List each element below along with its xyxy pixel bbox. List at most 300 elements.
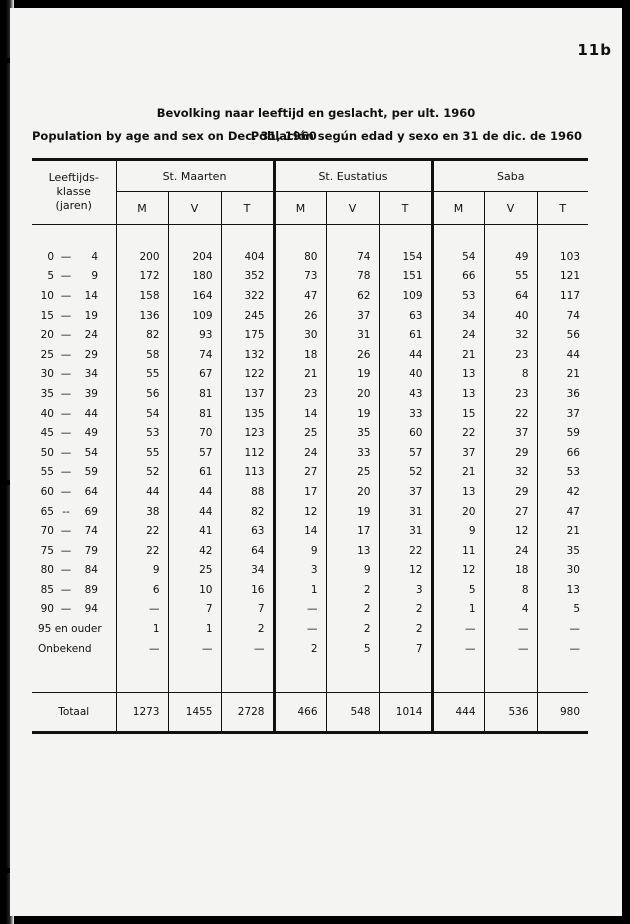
value-cell: 3 <box>274 561 326 581</box>
value-cell: 44 <box>168 502 221 522</box>
value-cell: 26 <box>274 306 326 326</box>
value-cell: 40 <box>484 306 537 326</box>
value-cell: 1 <box>274 580 326 600</box>
value-cell: 24 <box>274 443 326 463</box>
value-cell: 13 <box>432 482 484 502</box>
value-cell: 49 <box>484 247 537 267</box>
total-value-cell: 536 <box>484 693 537 733</box>
table-row <box>32 541 588 561</box>
value-cell: 70 <box>168 423 221 443</box>
age-to: 9 <box>91 270 98 283</box>
value-cell: 27 <box>484 502 537 522</box>
age-to: 74 <box>84 525 98 538</box>
value-cell: 12 <box>274 502 326 522</box>
value-cell: 121 <box>537 267 588 287</box>
age-class-cell <box>32 267 116 287</box>
value-cell: — <box>432 619 484 639</box>
value-cell: 67 <box>168 365 221 385</box>
table-body <box>32 247 588 736</box>
table-row <box>32 306 588 326</box>
age-dash: — <box>60 387 72 400</box>
value-cell: 17 <box>326 521 379 541</box>
table-row <box>32 463 588 483</box>
value-cell: 66 <box>432 267 484 287</box>
age-to: 79 <box>84 544 98 557</box>
value-cell: 7 <box>379 639 432 659</box>
value-cell: 42 <box>537 482 588 502</box>
age-from: 40 <box>40 407 54 420</box>
value-cell: 57 <box>379 443 432 463</box>
value-cell: 204 <box>168 247 221 267</box>
age-from: 0 <box>47 250 54 263</box>
value-cell: 13 <box>432 365 484 385</box>
table-row <box>32 365 588 385</box>
value-cell: 1 <box>116 619 168 639</box>
value-cell: 352 <box>221 267 274 287</box>
page-number: 11b <box>577 41 612 59</box>
value-cell: 29 <box>484 482 537 502</box>
age-class-cell <box>32 619 116 639</box>
title-english: Population by age and sex on Dec. 31, 1960 <box>32 129 317 143</box>
age-dash: — <box>60 466 72 479</box>
table-row <box>32 580 588 600</box>
value-cell: 17 <box>274 482 326 502</box>
age-to: 24 <box>84 329 98 342</box>
age-to: 54 <box>84 446 98 459</box>
value-cell: 132 <box>221 345 274 365</box>
age-to: 59 <box>84 466 98 479</box>
value-cell: 31 <box>379 502 432 522</box>
value-cell: 9 <box>116 561 168 581</box>
age-dash: — <box>60 544 72 557</box>
value-cell: 19 <box>326 404 379 424</box>
group-header-st-eustatius: St. Eustatius <box>274 160 432 192</box>
age-dash: — <box>60 525 72 538</box>
age-class-cell <box>32 443 116 463</box>
value-cell: 200 <box>116 247 168 267</box>
value-cell: 74 <box>326 247 379 267</box>
value-cell: 23 <box>274 384 326 404</box>
age-class-cell <box>32 325 116 345</box>
age-to: 44 <box>84 407 98 420</box>
value-cell: 26 <box>326 345 379 365</box>
value-cell: — <box>432 639 484 659</box>
value-cell: — <box>116 639 168 659</box>
value-cell: 103 <box>537 247 588 267</box>
value-cell: 2 <box>326 580 379 600</box>
value-cell: 43 <box>379 384 432 404</box>
value-cell: 82 <box>221 502 274 522</box>
sex-header-row <box>32 192 588 225</box>
value-cell: 123 <box>221 423 274 443</box>
age-from: 75 <box>40 544 54 557</box>
value-cell: 31 <box>379 521 432 541</box>
value-cell: 180 <box>168 267 221 287</box>
value-cell: 109 <box>168 306 221 326</box>
value-cell: 37 <box>326 306 379 326</box>
value-cell: 4 <box>484 600 537 620</box>
table-row <box>32 443 588 463</box>
value-cell: 245 <box>221 306 274 326</box>
document-page <box>10 8 622 916</box>
value-cell: 57 <box>168 443 221 463</box>
value-cell: 44 <box>168 482 221 502</box>
value-cell: 54 <box>432 247 484 267</box>
age-to: 64 <box>84 485 98 498</box>
age-from: 20 <box>40 329 54 342</box>
age-dash: — <box>60 270 72 283</box>
table-row <box>32 502 588 522</box>
age-class-cell <box>32 423 116 443</box>
age-class-label: Onbekend <box>38 642 92 655</box>
total-label: Totaal <box>32 693 116 733</box>
age-to: 84 <box>84 564 98 577</box>
age-from: 30 <box>40 368 54 381</box>
value-cell: 1 <box>168 619 221 639</box>
value-cell: 135 <box>221 404 274 424</box>
col-header-m: M <box>432 192 484 225</box>
value-cell: 38 <box>116 502 168 522</box>
value-cell: 21 <box>432 345 484 365</box>
header-rule <box>32 225 588 248</box>
table-row <box>32 286 588 306</box>
age-dash: — <box>60 368 72 381</box>
value-cell: 44 <box>116 482 168 502</box>
value-cell: 158 <box>116 286 168 306</box>
age-dash: -- <box>62 505 70 518</box>
group-header-row <box>32 160 588 192</box>
age-dash: — <box>60 564 72 577</box>
value-cell: 53 <box>432 286 484 306</box>
col-header-t: T <box>379 192 432 225</box>
value-cell: 1 <box>432 600 484 620</box>
col-header-v: V <box>484 192 537 225</box>
age-from: 25 <box>40 348 54 361</box>
value-cell: 23 <box>484 345 537 365</box>
value-cell: 154 <box>379 247 432 267</box>
age-class-cell <box>32 463 116 483</box>
value-cell: 61 <box>379 325 432 345</box>
table-row <box>32 600 588 620</box>
age-to: 34 <box>84 368 98 381</box>
value-cell: 36 <box>537 384 588 404</box>
age-dash: — <box>60 603 72 616</box>
table-row <box>32 423 588 443</box>
age-from: 80 <box>40 564 54 577</box>
value-cell: 2 <box>326 619 379 639</box>
age-from: 50 <box>40 446 54 459</box>
value-cell: 52 <box>116 463 168 483</box>
age-from: 45 <box>40 427 54 440</box>
value-cell: 62 <box>326 286 379 306</box>
value-cell: 175 <box>221 325 274 345</box>
age-class-cell <box>32 306 116 326</box>
age-to: 14 <box>84 289 98 302</box>
value-cell: 55 <box>116 365 168 385</box>
value-cell: 18 <box>484 561 537 581</box>
value-cell: 61 <box>168 463 221 483</box>
table-bottom-rule <box>32 733 588 737</box>
value-cell: 44 <box>379 345 432 365</box>
table-row <box>32 247 588 267</box>
value-cell: 82 <box>116 325 168 345</box>
age-dash: — <box>60 446 72 459</box>
total-value-cell: 444 <box>432 693 484 733</box>
value-cell: 13 <box>326 541 379 561</box>
value-cell: 112 <box>221 443 274 463</box>
value-cell: 164 <box>168 286 221 306</box>
table-row <box>32 345 588 365</box>
value-cell: 8 <box>484 580 537 600</box>
value-cell: 21 <box>274 365 326 385</box>
age-to: 19 <box>84 309 98 322</box>
value-cell: 40 <box>379 365 432 385</box>
value-cell: 37 <box>537 404 588 424</box>
age-from: 55 <box>40 466 54 479</box>
value-cell: 34 <box>221 561 274 581</box>
value-cell: 32 <box>484 325 537 345</box>
value-cell: 81 <box>168 384 221 404</box>
value-cell: 9 <box>326 561 379 581</box>
value-cell: 12 <box>484 521 537 541</box>
table-row <box>32 639 588 659</box>
value-cell: 25 <box>326 463 379 483</box>
value-cell: 22 <box>432 423 484 443</box>
value-cell: 6 <box>116 580 168 600</box>
title-dutch: Bevolking naar leeftijd en geslacht, per ult. 1960 <box>156 106 476 120</box>
value-cell: 60 <box>379 423 432 443</box>
value-cell: 58 <box>116 345 168 365</box>
value-cell: 2 <box>274 639 326 659</box>
value-cell: — <box>168 639 221 659</box>
age-to: 39 <box>84 387 98 400</box>
value-cell: 22 <box>484 404 537 424</box>
value-cell: 172 <box>116 267 168 287</box>
value-cell: 66 <box>537 443 588 463</box>
total-value-cell: 1455 <box>168 693 221 733</box>
age-class-cell <box>32 502 116 522</box>
value-cell: — <box>484 639 537 659</box>
col-header-t: T <box>221 192 274 225</box>
value-cell: 19 <box>326 365 379 385</box>
value-cell: 37 <box>484 423 537 443</box>
age-class-cell <box>32 561 116 581</box>
value-cell: — <box>116 600 168 620</box>
value-cell: 9 <box>274 541 326 561</box>
value-cell: 34 <box>432 306 484 326</box>
stub-header <box>32 160 116 225</box>
age-dash: — <box>60 250 72 263</box>
group-header-st-maarten: St. Maarten <box>116 160 274 192</box>
value-cell: 24 <box>484 541 537 561</box>
age-to: 49 <box>84 427 98 440</box>
value-cell: 64 <box>484 286 537 306</box>
value-cell: 30 <box>274 325 326 345</box>
age-class-cell <box>32 345 116 365</box>
value-cell: 21 <box>432 463 484 483</box>
age-dash: — <box>60 427 72 440</box>
value-cell: 19 <box>326 502 379 522</box>
total-value-cell: 2728 <box>221 693 274 733</box>
value-cell: 137 <box>221 384 274 404</box>
value-cell: 151 <box>379 267 432 287</box>
value-cell: 21 <box>537 365 588 385</box>
age-dash: — <box>60 309 72 322</box>
table-row <box>32 619 588 639</box>
value-cell: 2 <box>379 619 432 639</box>
value-cell: 53 <box>116 423 168 443</box>
value-cell: — <box>274 600 326 620</box>
value-cell: 74 <box>537 306 588 326</box>
value-cell: 80 <box>274 247 326 267</box>
age-class-cell <box>32 247 116 267</box>
value-cell: 35 <box>326 423 379 443</box>
value-cell: 122 <box>221 365 274 385</box>
value-cell: 113 <box>221 463 274 483</box>
value-cell: 10 <box>168 580 221 600</box>
value-cell: 37 <box>432 443 484 463</box>
age-dash: — <box>60 485 72 498</box>
value-cell: 109 <box>379 286 432 306</box>
value-cell: 41 <box>168 521 221 541</box>
age-to: 4 <box>91 250 98 263</box>
value-cell: 18 <box>274 345 326 365</box>
total-value-cell: 1014 <box>379 693 432 733</box>
col-header-v: V <box>326 192 379 225</box>
age-from: 10 <box>40 289 54 302</box>
age-from: 70 <box>40 525 54 538</box>
age-class-cell <box>32 639 116 659</box>
value-cell: 31 <box>326 325 379 345</box>
col-header-m: M <box>116 192 168 225</box>
value-cell: 53 <box>537 463 588 483</box>
value-cell: 9 <box>432 521 484 541</box>
value-cell: 15 <box>432 404 484 424</box>
table-row <box>32 521 588 541</box>
age-dash: — <box>60 407 72 420</box>
value-cell: 47 <box>274 286 326 306</box>
value-cell: 2 <box>379 600 432 620</box>
value-cell: 322 <box>221 286 274 306</box>
value-cell: 35 <box>537 541 588 561</box>
value-cell: 63 <box>221 521 274 541</box>
value-cell: 88 <box>221 482 274 502</box>
value-cell: 29 <box>484 443 537 463</box>
value-cell: 12 <box>432 561 484 581</box>
age-from: 65 <box>40 505 54 518</box>
table-row <box>32 325 588 345</box>
value-cell: 3 <box>379 580 432 600</box>
table-row <box>32 404 588 424</box>
col-header-v: V <box>168 192 221 225</box>
age-from: 15 <box>40 309 54 322</box>
table-row <box>32 561 588 581</box>
table-row <box>32 384 588 404</box>
age-class-cell <box>32 384 116 404</box>
value-cell: 13 <box>537 580 588 600</box>
value-cell: 22 <box>116 521 168 541</box>
value-cell: 42 <box>168 541 221 561</box>
value-cell: 64 <box>221 541 274 561</box>
value-cell: 55 <box>116 443 168 463</box>
value-cell: 14 <box>274 521 326 541</box>
value-cell: 23 <box>484 384 537 404</box>
age-class-label: 95 en ouder <box>38 623 102 636</box>
value-cell: 404 <box>221 247 274 267</box>
age-to: 94 <box>84 603 98 616</box>
title-spanish: Población según edad y sexo en 31 de dic. de 1960 <box>250 129 582 143</box>
value-cell: 5 <box>537 600 588 620</box>
value-cell: 16 <box>221 580 274 600</box>
value-cell: 33 <box>326 443 379 463</box>
value-cell: 8 <box>484 365 537 385</box>
age-from: 60 <box>40 485 54 498</box>
age-to: 89 <box>84 583 98 596</box>
age-from: 90 <box>40 603 54 616</box>
age-to: 29 <box>84 348 98 361</box>
value-cell: 7 <box>168 600 221 620</box>
value-cell: 73 <box>274 267 326 287</box>
value-cell: — <box>484 619 537 639</box>
value-cell: 20 <box>432 502 484 522</box>
value-cell: 13 <box>432 384 484 404</box>
value-cell: 56 <box>116 384 168 404</box>
value-cell: 5 <box>432 580 484 600</box>
value-cell: 55 <box>484 267 537 287</box>
value-cell: 117 <box>537 286 588 306</box>
value-cell: 12 <box>379 561 432 581</box>
col-header-t: T <box>537 192 588 225</box>
age-class-cell <box>32 600 116 620</box>
age-from: 35 <box>40 387 54 400</box>
age-class-cell <box>32 482 116 502</box>
value-cell: 25 <box>274 423 326 443</box>
population-table <box>32 158 588 736</box>
age-from: 5 <box>47 270 54 283</box>
value-cell: 81 <box>168 404 221 424</box>
value-cell: — <box>537 639 588 659</box>
age-class-cell <box>32 404 116 424</box>
total-row <box>32 693 588 733</box>
value-cell: 54 <box>116 404 168 424</box>
value-cell: 2 <box>221 619 274 639</box>
value-cell: 21 <box>537 521 588 541</box>
age-to: 69 <box>84 505 98 518</box>
value-cell: 63 <box>379 306 432 326</box>
value-cell: 44 <box>537 345 588 365</box>
value-cell: 5 <box>326 639 379 659</box>
value-cell: — <box>274 619 326 639</box>
value-cell: 33 <box>379 404 432 424</box>
stub-header-line: klasse <box>56 185 91 198</box>
age-dash: — <box>60 289 72 302</box>
value-cell: 24 <box>432 325 484 345</box>
age-class-cell <box>32 580 116 600</box>
value-cell: 7 <box>221 600 274 620</box>
value-cell: 22 <box>379 541 432 561</box>
age-class-cell <box>32 365 116 385</box>
value-cell: 136 <box>116 306 168 326</box>
stub-header-line: (jaren) <box>55 199 92 212</box>
value-cell: 20 <box>326 384 379 404</box>
stub-header-line: Leeftijds- <box>48 171 99 184</box>
total-value-cell: 466 <box>274 693 326 733</box>
value-cell: 47 <box>537 502 588 522</box>
value-cell: — <box>221 639 274 659</box>
age-dash: — <box>60 329 72 342</box>
total-value-cell: 548 <box>326 693 379 733</box>
value-cell: 22 <box>116 541 168 561</box>
